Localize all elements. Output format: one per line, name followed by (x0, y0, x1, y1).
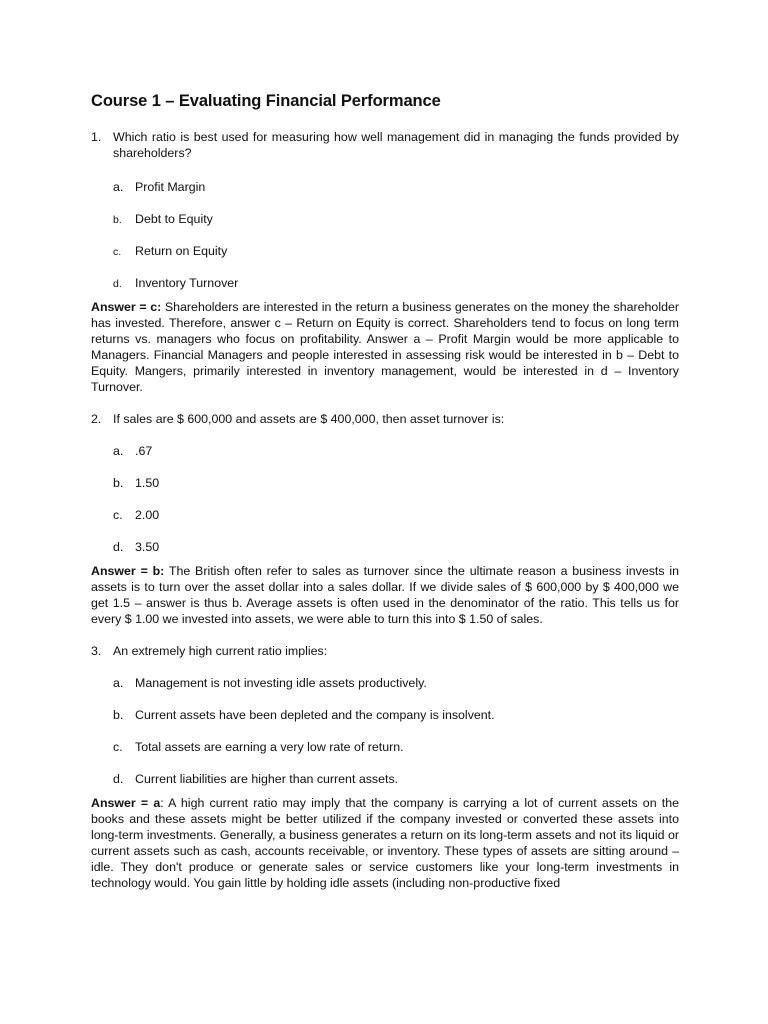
option-letter: c. (113, 508, 123, 522)
answer-paragraph (91, 795, 679, 891)
question-body: Which ratio is best used for measuring how well management did in managing the funds provided by shareholders? (113, 130, 679, 160)
answer-label: Answer = a (91, 796, 161, 810)
question-1 (91, 129, 679, 395)
option-text: Inventory Turnover (135, 276, 239, 290)
answer-label: Answer = b: (91, 564, 165, 578)
question-2 (91, 411, 679, 627)
option-item (113, 771, 679, 795)
option-text: 2.00 (135, 508, 160, 522)
question-3 (91, 643, 679, 891)
answer-label: Answer = c: (91, 300, 162, 314)
option-item (113, 443, 679, 475)
question-body: An extremely high current ratio implies: (113, 644, 328, 658)
option-text: .67 (135, 444, 153, 458)
option-item (113, 707, 679, 739)
answer-explanation: Shareholders are interested in the return a business generates on the money the shareholder has invested. Therefore, answer c – Return on Equity is correct. Shareholders tend to focus on long term returns vs. managers who focus on profitability. Answer a – Profit Margin would be more applicable to Managers. Financial Managers and people interested in assessing risk would be interested in b – Debt to Equity. Mangers, primarily interested in inventory management, would be interested in d – Inventory Turnover. (91, 300, 679, 394)
option-letter: a. (113, 676, 124, 690)
option-text: Current assets have been depleted and the company is insolvent. (135, 708, 495, 722)
option-text: Profit Margin (135, 180, 206, 194)
option-letter: c. (113, 740, 123, 754)
option-text: 3.50 (135, 540, 160, 554)
option-item (113, 243, 679, 275)
option-letter: d. (113, 540, 124, 554)
option-list (91, 179, 679, 299)
option-list (91, 675, 679, 795)
option-letter: a. (113, 180, 124, 194)
option-text: Management is not investing idle assets productively. (135, 676, 427, 690)
option-letter: b. (113, 476, 124, 490)
option-item (113, 211, 679, 243)
answer-paragraph (91, 299, 679, 395)
option-text: Debt to Equity (135, 212, 213, 226)
option-letter: b. (113, 708, 124, 722)
option-text: Current liabilities are higher than current assets. (135, 772, 399, 786)
option-item (113, 675, 679, 707)
option-list (91, 443, 679, 563)
option-text: Return on Equity (135, 244, 228, 258)
page-title: Course 1 – Evaluating Financial Performance (91, 92, 441, 110)
option-text: 1.50 (135, 476, 160, 490)
question-text (91, 129, 679, 161)
option-letter: b. (113, 214, 122, 226)
question-body: If sales are $ 600,000 and assets are $ 400,000, then asset turnover is: (113, 412, 505, 426)
option-text: Total assets are earning a very low rate of return. (135, 740, 404, 754)
question-text (91, 643, 679, 659)
answer-explanation: : A high current ratio may imply that the company is carrying a lot of current assets on the books and these assets might be better utilized if the company invested or converted these assets into long-term investments. Generally, a business generates a return on its long-term assets and not its liquid or current assets such as cash, accounts receivable, or inventory. These types of assets are sitting around – idle. They don't produce or generate sales or service customers like your long-term investments in technology would. You gain little by holding idle assets (including non-productive fixed (91, 796, 679, 890)
option-letter: a. (113, 444, 124, 458)
option-item (113, 475, 679, 507)
answer-explanation: The British often refer to sales as turnover since the ultimate reason a business invests in assets is to turn over the asset dollar into a sales dollar. If we divide sales of $ 600,000 by $ 400,000 we get 1.5 – answer is thus b. Average assets is often used in the denominator of the ratio. This tells us for every $ 1.00 we invested into assets, we were able to turn this into $ 1.50 of sales. (91, 564, 679, 626)
question-number: 2. (91, 412, 102, 426)
answer-paragraph (91, 563, 679, 627)
question-number: 3. (91, 644, 102, 658)
option-item (113, 179, 679, 211)
option-item (113, 507, 679, 539)
document-page (91, 92, 679, 891)
option-letter: d. (113, 278, 122, 290)
option-item (113, 275, 679, 299)
option-letter: d. (113, 772, 124, 786)
question-number: 1. (91, 130, 102, 144)
option-letter: c. (113, 246, 122, 258)
option-item (113, 539, 679, 563)
question-text (91, 411, 679, 427)
option-item (113, 739, 679, 771)
